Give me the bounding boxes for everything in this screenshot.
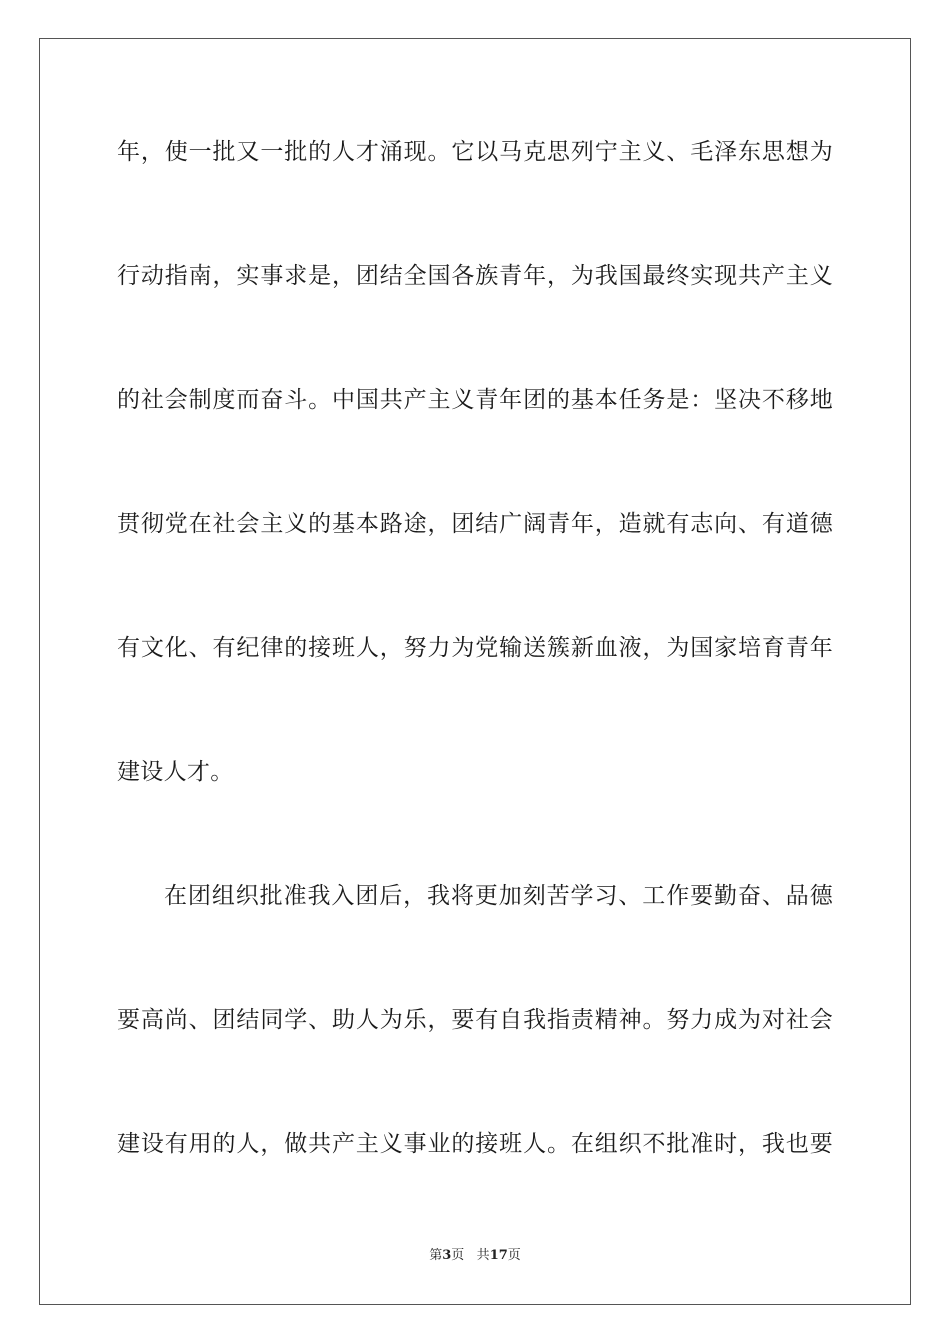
paragraph-first-line: 在团组织批准我入团后，我将更加刻苦学习、工作要勤奋、品德 — [164, 883, 833, 909]
total-prefix: 共 — [476, 1248, 490, 1263]
body-text-line: 行动指南，实事求是，团结全国各族青年，为我国最终实现共产主义 — [117, 263, 833, 289]
page-footer — [0, 1247, 950, 1265]
body-text-line: 建设有用的人，做共产主义事业的接班人。在组织不批准时，我也要 — [117, 1131, 833, 1157]
page-prefix: 第 — [429, 1248, 443, 1263]
page-border — [39, 38, 911, 1305]
body-text-line: 的社会制度而奋斗。中国共产主义青年团的基本任务是：坚决不移地 — [117, 387, 833, 413]
total-pages: 17 — [489, 1248, 508, 1263]
body-text-line: 建设人才。 — [117, 759, 234, 785]
body-text-line: 有文化、有纪律的接班人，努力为党输送簇新血液，为国家培育青年 — [117, 635, 833, 661]
total-suffix: 页 — [507, 1248, 521, 1263]
body-text-line: 贯彻党在社会主义的基本路途，团结广阔青年，造就有志向、有道德 — [117, 511, 833, 537]
body-text-line: 年，使一批又一批的人才涌现。它以马克思列宁主义、毛泽东思想为 — [117, 139, 833, 165]
page-suffix: 页 — [451, 1248, 465, 1263]
body-text-line: 要高尚、团结同学、助人为乐，要有自我指责精神。努力成为对社会 — [117, 1007, 833, 1033]
page-number: 3 — [442, 1248, 452, 1263]
